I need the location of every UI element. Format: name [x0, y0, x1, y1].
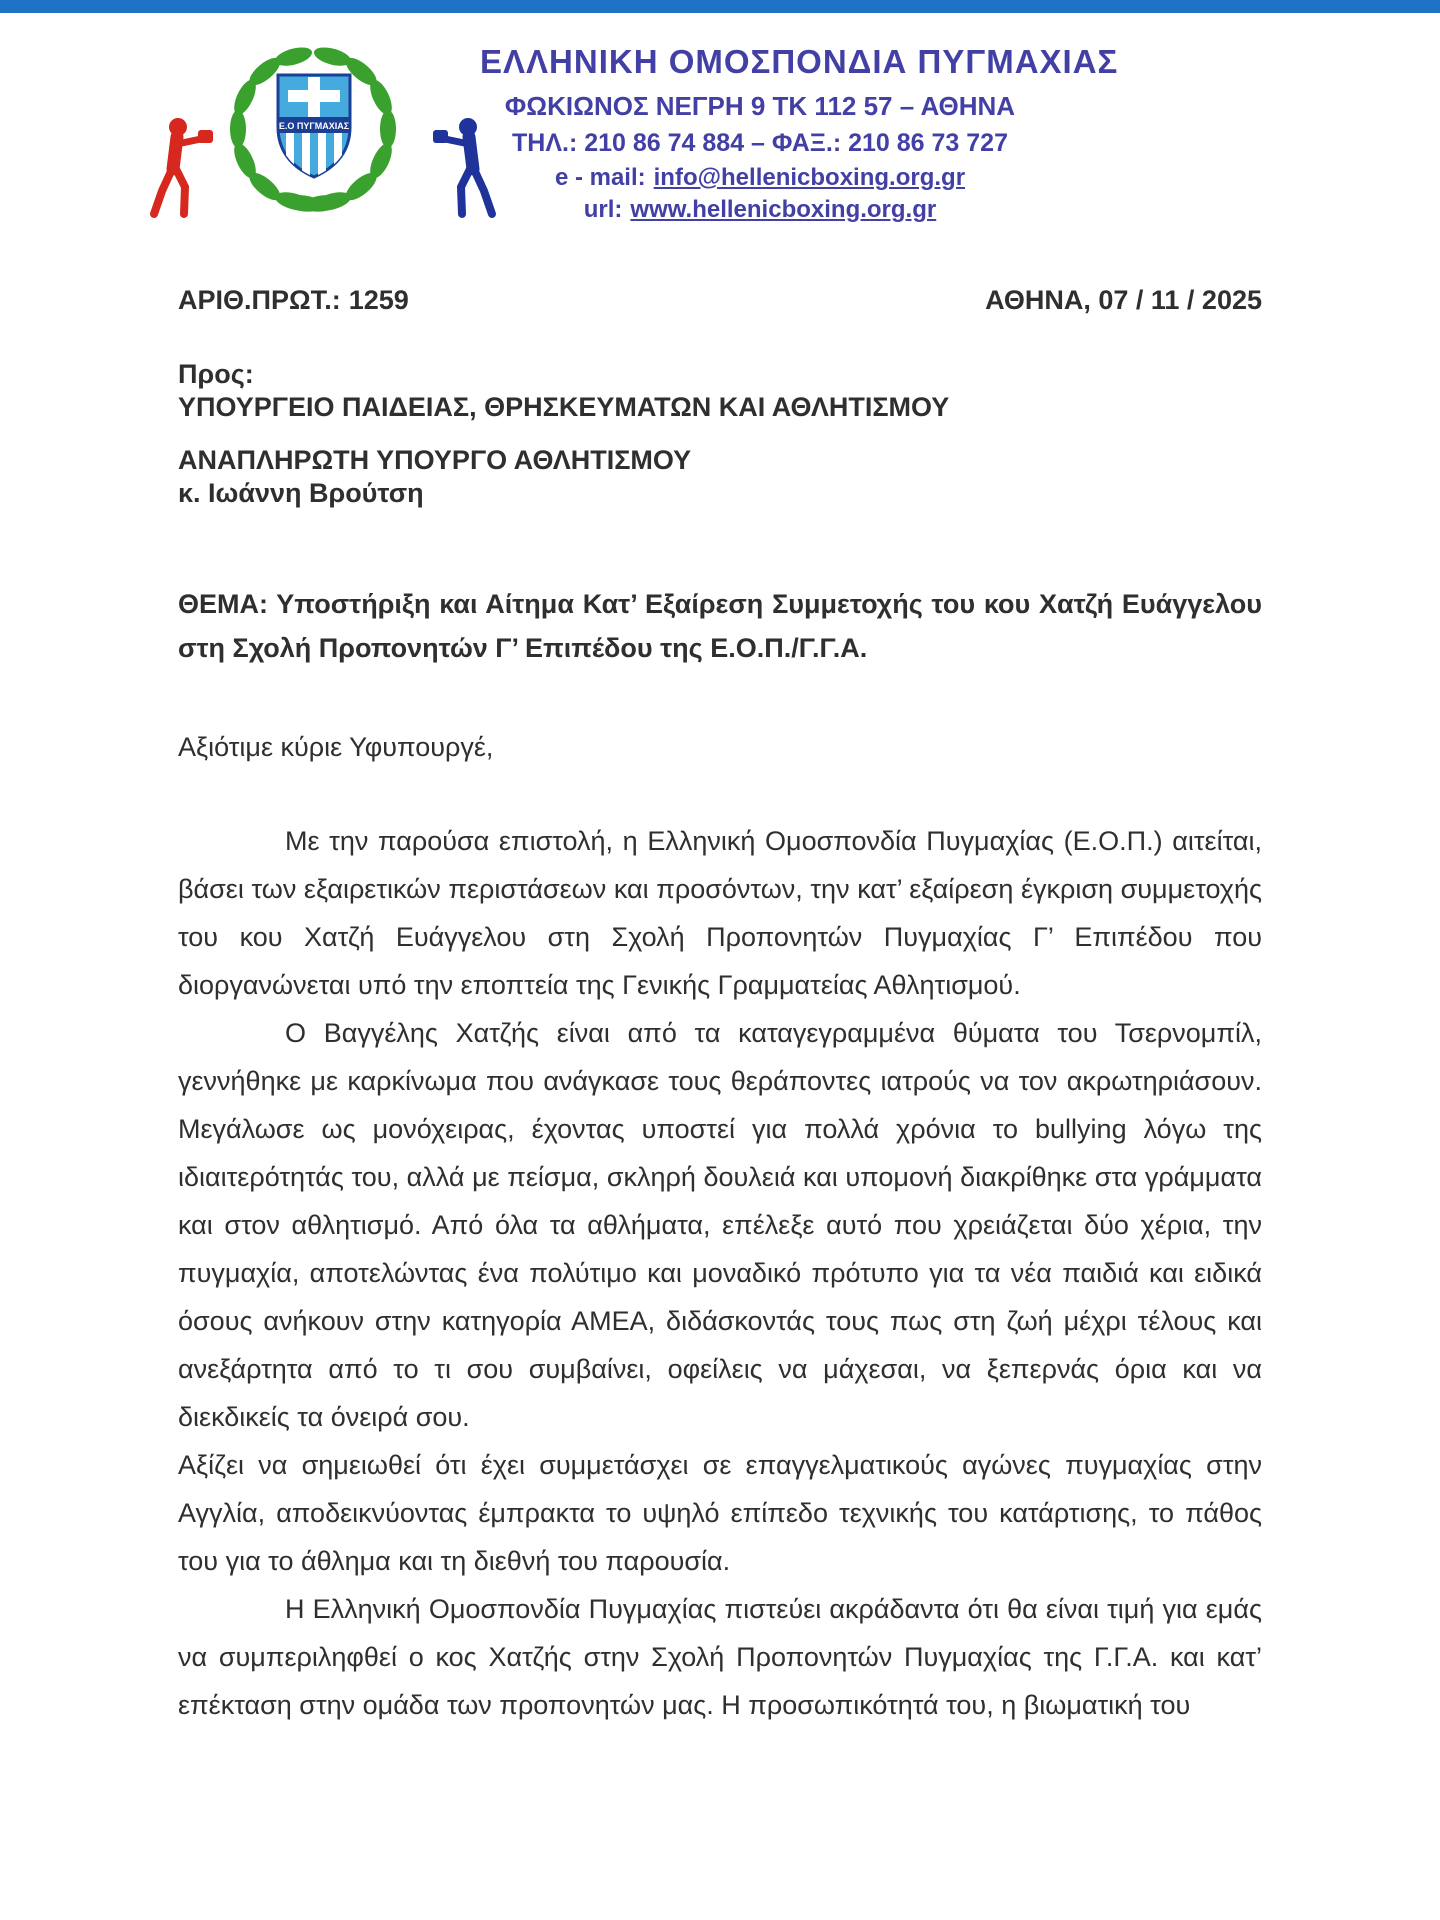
federation-logo	[138, 29, 510, 225]
email-label: e - mail:	[554, 164, 646, 191]
paragraph: Αξίζει να σημειωθεί ότι έχει συμμετάσχει σε επαγγελματικούς αγώνες πυγμαχίας στην Αγγλία, αποδεικνύοντας έμπρακτα το υψηλό επίπεδο τεχνικής του κατάρτισης, το πάθος του για το άθλημα και τη διεθνή του παρουσία.	[178, 1450, 1262, 1576]
protocol-number: 1259	[348, 285, 409, 315]
org-email-line	[480, 164, 1040, 192]
url-label: url:	[583, 196, 623, 223]
recipient-block	[178, 358, 1262, 510]
recipient-person: κ. Ιωάννη Βρούτση	[178, 478, 424, 508]
meta-row	[178, 285, 1262, 316]
paragraph: Με την παρούσα επιστολή, η Ελληνική Ομοσπονδία Πυγμαχίας (Ε.Ο.Π.) αιτείται, βάσει των εξαιρετικών περιστάσεων και προσόντων, την κατ’ εξαίρεση έγκριση συμμετοχής του κου Χατζή Ευάγγελου στη Σχολή Προπονητών Πυγμαχίας Γ’ Επιπέδου που διοργανώνεται υπό την εποπτεία της Γενικής Γραμματείας Αθλητισμού.	[178, 826, 1262, 1000]
recipient-to-label: Προς:	[178, 359, 254, 389]
paragraph: Η Ελληνική Ομοσπονδία Πυγμαχίας πιστεύει ακράδαντα ότι θα είναι τιμή για εμάς να συμπεριληφθεί ο κος Χατζής στην Σχολή Προπονητών Πυγμαχίας της Γ.Γ.Α. και κατ’ επέκταση στην ομάδα των προπονητών μας. Η προσωπικότητά του, η βιωματική του	[178, 1594, 1262, 1720]
letterhead	[0, 13, 1440, 225]
subject-line: ΘΕΜΑ: Υποστήριξη και Αίτημα Κατ’ Εξαίρεση Συμμετοχής του κου Χατζή Ευάγγελου στη Σχολή Προπονητών Γ’ Επιπέδου της Ε.Ο.Π./Γ.Γ.Α.	[178, 589, 1262, 663]
paragraph: Ο Βαγγέλης Χατζής είναι από τα καταγεγραμμένα θύματα του Τσερνομπίλ, γεννήθηκε με καρκίνωμα που ανάγκασε τους θεράποντες ιατρούς να τον ακρωτηριάσουν. Μεγάλωσε ως μονόχειρας, έχοντας υποστεί για πολλά χρόνια το bullying λόγω της ιδιαιτερότητάς του, αλλά με πείσμα, σκληρή δουλειά και υπομονή διακρίθηκε στα γράμματα και στον αθλητισμό. Από όλα τα αθλήματα, επέλεξε αυτό που χρειάζεται δύο χέρια, την πυγμαχία, αποτελώντας ένα πολύτιμο και μοναδικό πρότυπο για τα νέα παιδιά και ειδικά όσους ανήκουν στην κατηγορία ΑΜΕΑ, διδάσκοντάς τους πως στη ζωή μέχρι τέλους και ανεξάρτητα από το τι σου συμβαίνει, οφείλεις να μάχεσαι, να ξεπερνάς όρια και να διεκδικείς τα όνειρά σου.	[178, 1018, 1262, 1432]
city-date: ΑΘΗΝΑ, 07 / 11 / 2025	[985, 285, 1262, 315]
shield-banner-text: Ε.Ο ΠΥΓΜΑΧΙΑΣ	[278, 121, 350, 131]
boxer-red-icon	[154, 118, 213, 214]
email-link[interactable]: info@hellenicboxing.org.gr	[653, 164, 966, 191]
org-address: ΦΩΚΙΩΝΟΣ ΝΕΓΡΗ 9 ΤΚ 112 57 – ΑΘΗΝΑ	[504, 91, 1016, 121]
recipient-deputy-minister: ΑΝΑΠΛΗΡΩΤΗ ΥΠΟΥΡΓΟ ΑΘΛΗΤΙΣΜΟΥ	[178, 445, 692, 475]
recipient-ministry: ΥΠΟΥΡΓΕΙΟ ΠΑΙΔΕΙΑΣ, ΘΡΗΣΚΕΥΜΑΤΩΝ ΚΑΙ ΑΘΛΗΤΙΣΜΟΥ	[178, 392, 950, 422]
url-link[interactable]: www.hellenicboxing.org.gr	[630, 196, 937, 223]
protocol-number-line	[178, 285, 409, 316]
top-accent-bar	[0, 0, 1440, 13]
recipient-gap	[178, 424, 1262, 444]
org-phone-fax: ΤΗΛ.: 210 86 74 884 – ΦΑΞ.: 210 86 73 727	[512, 129, 1008, 157]
org-name: ΕΛΛΗΝΙΚΗ ΟΜΟΣΠΟΝΔΙΑ ΠΥΓΜΑΧΙΑΣ	[480, 43, 1119, 80]
org-url-line	[480, 196, 1040, 224]
greeting: Αξιότιμε κύριε Υφυπουργέ,	[178, 732, 494, 762]
letterhead-text	[480, 29, 1119, 224]
shield-icon	[276, 75, 352, 179]
letter-body	[178, 817, 1262, 1729]
protocol-label: ΑΡΙΘ.ΠΡΩΤ.:	[178, 285, 341, 315]
